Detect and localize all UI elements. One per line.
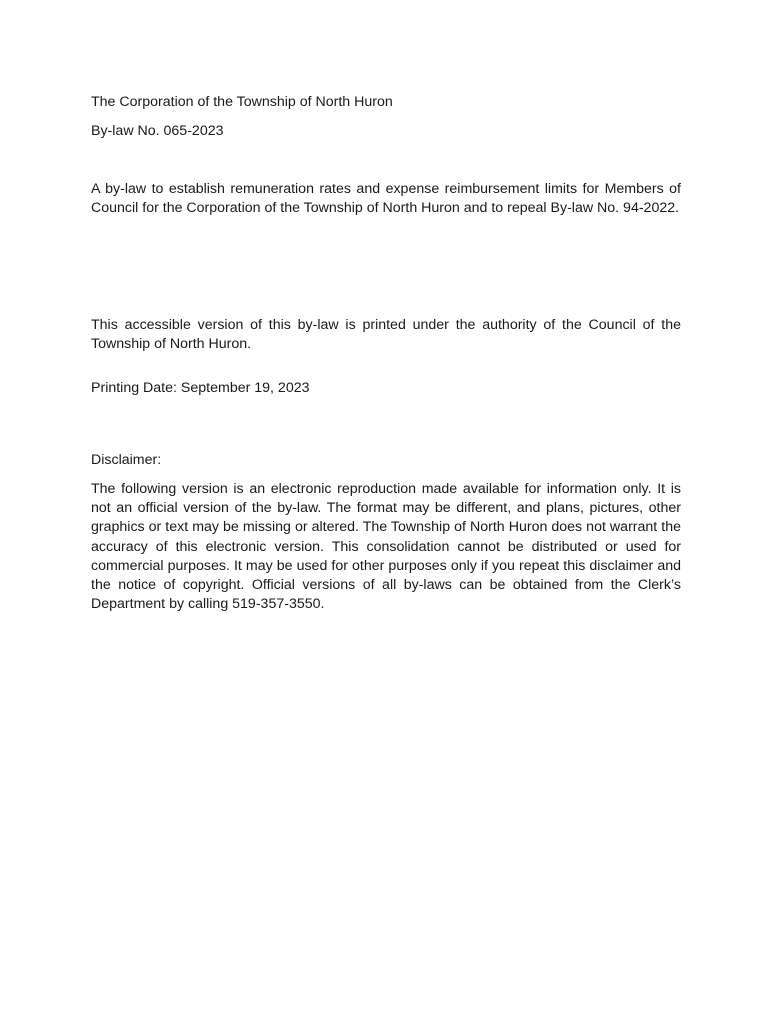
printing-date-value: September 19, 2023 [180,380,310,396]
bylaw-purpose: A by-law to establish remuneration rates and expense reimbursement limits for Members of Council for the Corporation of the Township of North Huron and to repeal By-law No. 94-2022. [91,181,681,217]
printing-date-label: Printing Date: [91,380,177,396]
disclaimer-body: The following version is an electronic reproduction made available for information only. It is not an official version of the by-law. The format may be different, and plans, pictures, other graphics or text may be missing or altered. The Township of North Huron does not warrant the accuracy of this electronic version. This consolidation cannot be distributed or used for commercial purposes. It may be used for other purposes only if you repeat this disclaimer and the notice of copyright. Official versions of all by-laws can be obtained from the Clerk’s Department by calling 519-357-3550. [91,481,681,613]
printing-date-line [91,379,681,398]
disclaimer-heading: Disclaimer: [91,452,162,468]
bylaw-number: By-law No. 065-2023 [91,123,224,139]
corporation-name: The Corporation of the Township of North Huron [91,94,393,110]
authority-notice: This accessible version of this by-law is printed under the authority of the Council of the Township of North Huron. [91,317,681,353]
